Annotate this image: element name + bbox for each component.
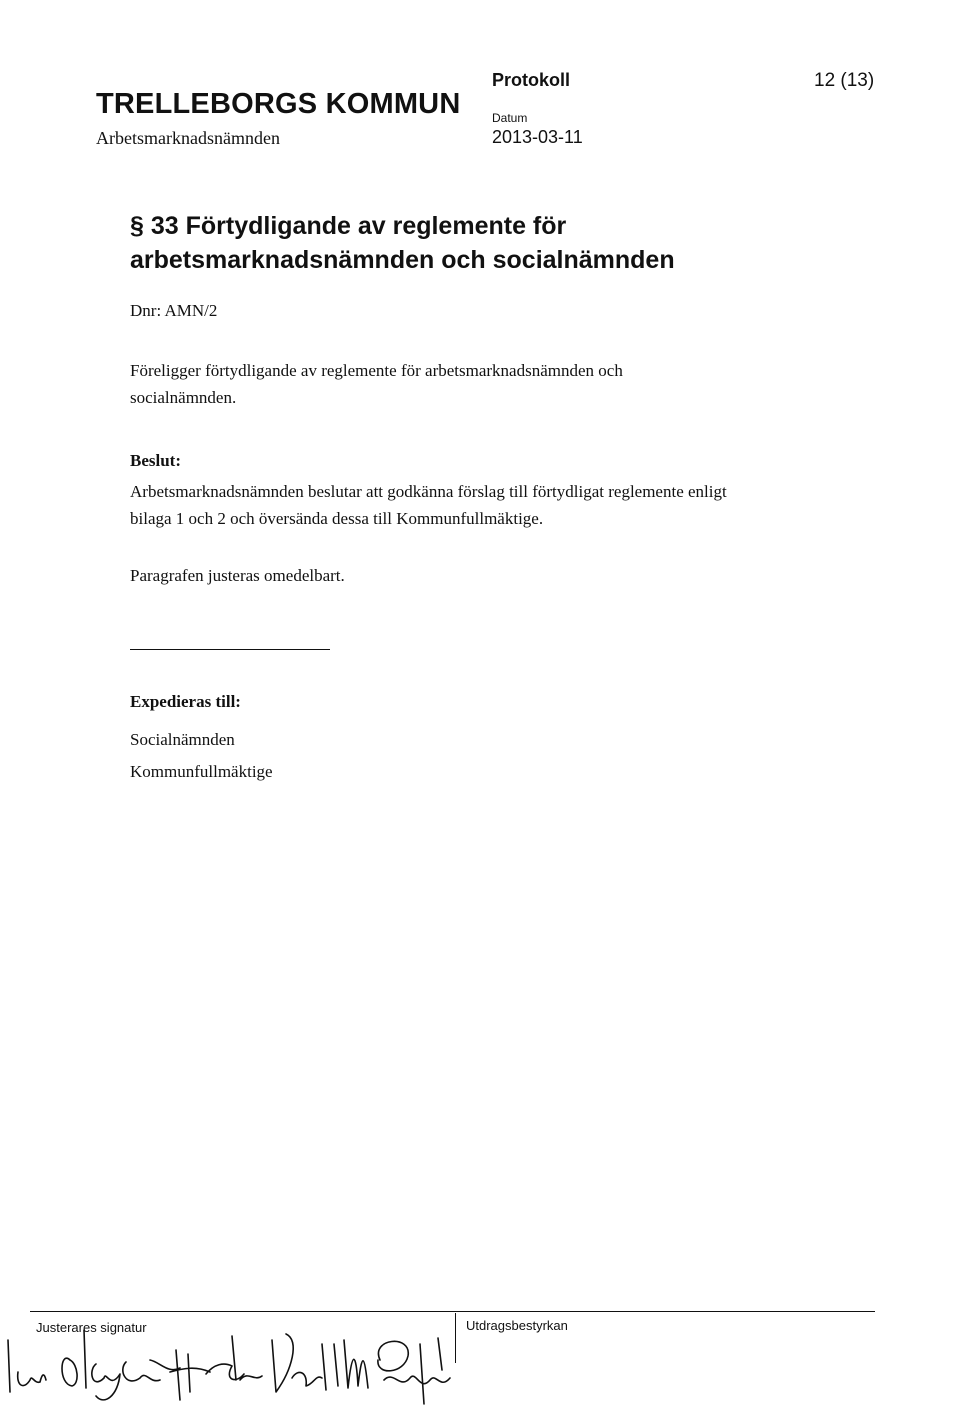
document-type: Protokoll [492,70,571,90]
dispatch-heading: Expedieras till: [130,692,241,711]
organization-name: TRELLEBORGS KOMMUN [96,88,461,120]
dispatch-recipient: Kommunfullmäktige [130,762,273,781]
handwritten-signatures [0,1300,470,1408]
page-number: 12 (13) [814,70,875,91]
intro-text: Föreligger förtydligande av reglemente för arbetsmarknadsnämnden och socialnämnden. [130,361,623,407]
dispatch-recipient: Socialnämnden [130,730,235,749]
signature-label: Justerares signatur [36,1320,147,1335]
case-number: Dnr: AMN/2 [130,301,218,320]
heading-line-1: § 33 Förtydligande av reglemente för [130,212,567,240]
dispatch-list [130,724,273,788]
decision-heading: Beslut: [130,451,181,470]
document-date: 2013-03-11 [492,127,583,147]
paragraph-heading [130,209,830,277]
adjustment-note: Paragrafen justeras omedelbart. [130,566,345,585]
department-name: Arbetsmarknadsnämnden [96,128,280,148]
heading-line-2: arbetsmarknadsnämnden och socialnämnden [130,246,675,274]
date-label: Datum [492,111,528,125]
decision-text: Arbetsmarknadsnämnden beslutar att godkänna förslag till förtydligat reglemente enligt bilaga 1 och 2 och översända dessa till Kommunfullmäktige. [130,482,727,528]
divider [130,649,330,650]
extract-label: Utdragsbestyrkan [466,1318,568,1333]
